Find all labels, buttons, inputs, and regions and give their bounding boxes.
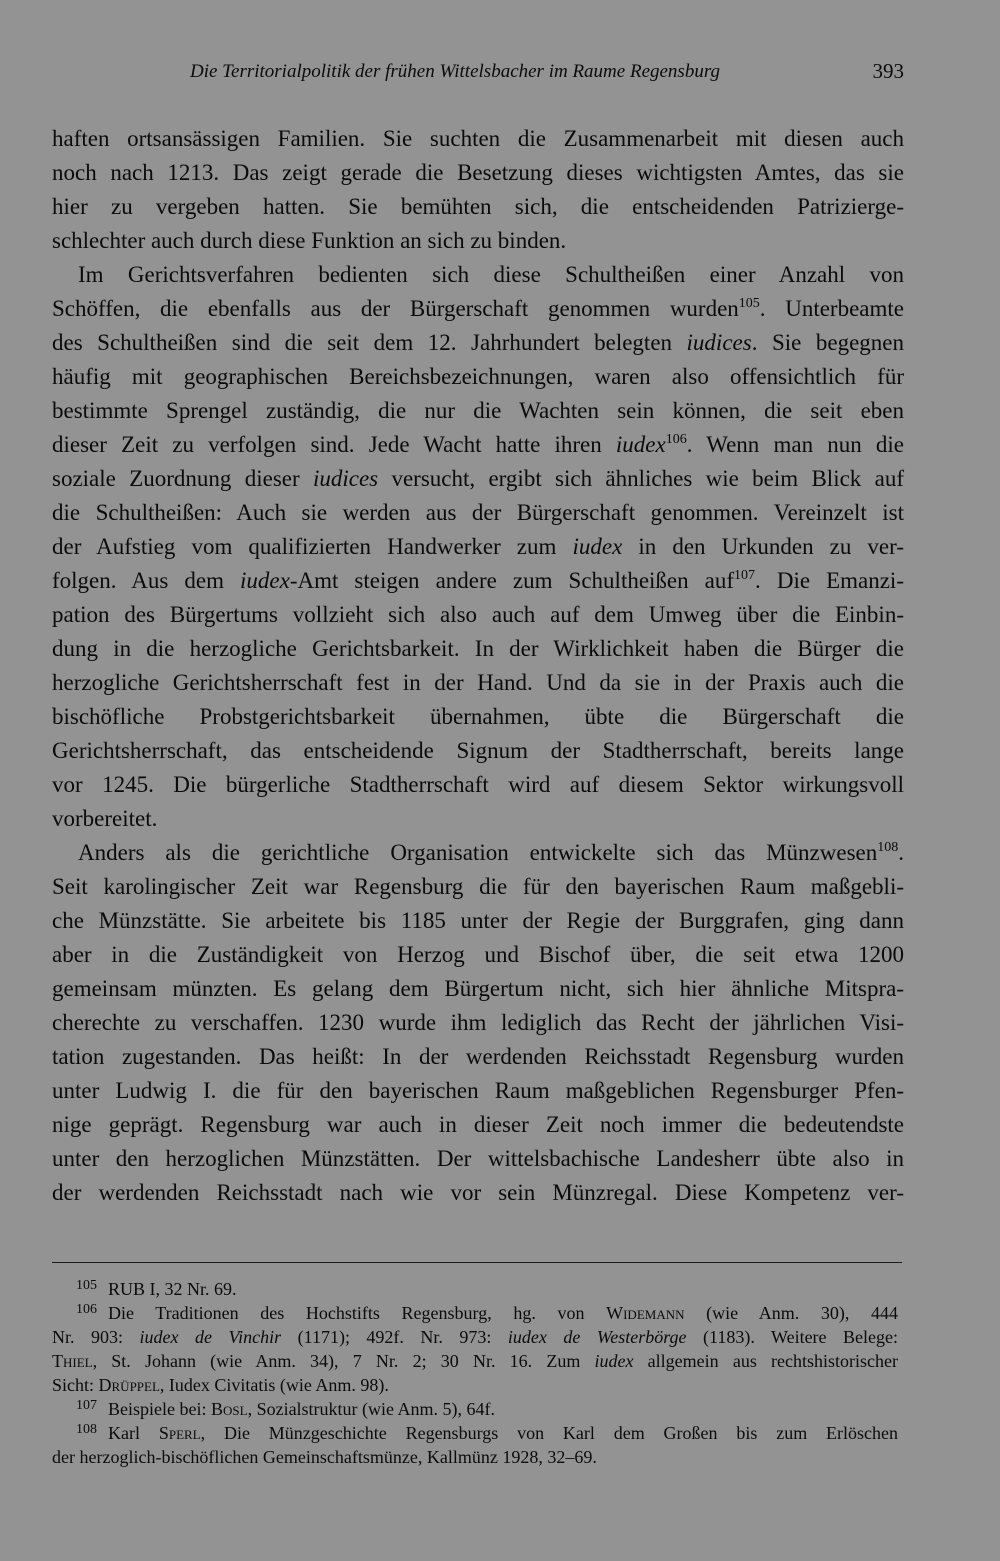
text-line: noch nach 1213. Das zeigt gerade die Besetzung dieses wichtigsten Amtes, das sie <box>52 160 904 185</box>
footnote-108: 108 Karl Sperl, Die Münzgeschichte Regensburgs von Karl dem Großen bis zum Erlöschen <box>76 1422 898 1443</box>
footnote-106: 106 Die Traditionen des Hochstifts Regensburg, hg. von Widemann (wie Anm. 30), 444 <box>76 1302 899 1323</box>
latin-term: iudices <box>686 330 752 355</box>
text-line: vor 1245. Die bürgerliche Stadtherrschaft wird auf diesem Sektor wirkungsvoll <box>52 772 904 797</box>
latin-term: iudex <box>572 534 623 559</box>
text-line: gemeinsam münzten. Es gelang dem Bürgertum nicht, sich hier ähnliche Mitspra- <box>52 976 904 1001</box>
text-line: dung in die herzogliche Gerichtsbarkeit. In der Wirklichkeit haben die Bürger die <box>52 636 904 661</box>
footnote-ref-105[interactable]: 105 <box>738 296 760 311</box>
footnote-105: 105 RUB I, 32 Nr. 69. <box>76 1278 237 1299</box>
text-line: hier zu vergeben hatten. Sie bemühten sich, die entscheidenden Patrizierge- <box>52 194 904 219</box>
latin-term: iudex <box>615 432 666 457</box>
text-line: che Münzstätte. Sie arbeitete bis 1185 unter der Regie der Burggrafen, ging dann <box>52 908 904 933</box>
text-line: der Aufstieg vom qualifizierten Handwerker zum iudex in den Urkunden zu ver- <box>52 534 904 559</box>
text-line: nige geprägt. Regensburg war auch in dieser Zeit noch immer die bedeutendste <box>52 1112 904 1137</box>
main-text <box>52 122 904 1210</box>
footnote-107: 107 Beispiele bei: Bosl, Sozialstruktur (wie Anm. 5), 64f. <box>76 1398 496 1419</box>
text-line: häufig mit geographischen Bereichsbezeichnungen, waren also offensichtlich für <box>52 364 904 389</box>
text-line: vorbereitet. <box>52 806 158 831</box>
text-line: Gerichtsherrschaft, das entscheidende Signum der Stadtherrschaft, bereits lange <box>52 738 904 763</box>
paragraph-start-line: Im Gerichtsverfahren bedienten sich diese Schultheißen einer Anzahl von <box>78 262 904 287</box>
text-line: die Schultheißen: Auch sie werden aus der Bürgerschaft genommen. Vereinzelt ist <box>52 500 904 525</box>
footnote-106-line: Thiel, St. Johann (wie Anm. 34), 7 Nr. 2; 30 Nr. 16. Zum iudex allgemein aus rechtshistorischer <box>52 1351 898 1371</box>
text-line: folgen. Aus dem iudex-Amt steigen andere zum Schultheißen auf$^{107}$. Die Emanzi- <box>52 568 904 593</box>
text-line: der werdenden Reichsstadt nach wie vor sein Münzregal. Diese Kompetenz ver- <box>52 1180 904 1205</box>
footnote-ref-106[interactable]: 106 <box>665 432 687 447</box>
page-number: 393 <box>872 59 904 83</box>
latin-term: iudices <box>312 466 379 491</box>
text-line: unter den herzoglichen Münzstätten. Der wittelsbachische Landesherr übte also in <box>52 1146 904 1171</box>
text-line: soziale Zuordnung dieser iudices versucht, ergibt sich ähnliches wie beim Blick auf <box>52 466 904 491</box>
paragraph-start-line: Anders als die gerichtliche Organisation entwickelte sich das Münzwesen$^{108}$. <box>78 840 904 865</box>
text-line: bestimmte Sprengel zuständig, die nur die Wachten sein können, die seit eben <box>52 398 904 423</box>
running-title: Die Territorialpolitik der frühen Wittelsbacher im Raume Regensburg <box>190 61 721 82</box>
footnote-ref-107[interactable]: 107 <box>734 568 756 583</box>
text-line: herzogliche Gerichtsherrschaft fest in der Hand. Und da sie in der Praxis auch die <box>52 670 904 695</box>
footnote-106-line: Sicht: Drüppel, Iudex Civitatis (wie Anm. 98). <box>52 1375 389 1395</box>
footnote-ref-108[interactable]: 108 <box>877 840 899 855</box>
text-line: pation des Bürgertums vollzieht sich also auch auf dem Umweg über die Einbin- <box>52 602 904 627</box>
page-header <box>52 57 904 89</box>
text-line: aber in die Zuständigkeit von Herzog und Bischof über, die seit etwa 1200 <box>52 942 904 967</box>
text-line: bischöfliche Probstgerichtsbarkeit übernahmen, übte die Bürgerschaft die <box>52 704 904 729</box>
latin-term: iudex <box>240 568 290 593</box>
text-line: tation zugestanden. Das heißt: In der werdenden Reichsstadt Regensburg wurden <box>52 1044 904 1069</box>
text-line: Seit karolingischer Zeit war Regensburg die für den bayerischen Raum maßgebli- <box>52 874 904 899</box>
text-line: cherechte zu verschaffen. 1230 wurde ihm lediglich das Recht der jährlichen Visi- <box>52 1010 904 1035</box>
text-line: schlechter auch durch diese Funktion an sich zu binden. <box>52 228 567 253</box>
text-line: haften ortsansässigen Familien. Sie suchten die Zusammenarbeit mit diesen auch <box>52 126 904 151</box>
footnote-108-line: der herzoglich-bischöflichen Gemeinschaftsmünze, Kallmünz 1928, 32–69. <box>52 1447 597 1467</box>
footnote-106-line: Nr. 903: iudex de Vinchir (1171); 492f. Nr. 973: iudex de Westerbörge (1183). Weitere Belege: <box>52 1327 899 1347</box>
text-line: Schöffen, die ebenfalls aus der Bürgerschaft genommen wurden$^{105}$. Unterbeamte <box>52 296 904 321</box>
text-line: des Schultheißen sind die seit dem 12. Jahrhundert belegten iudices. Sie begegnen <box>52 330 904 355</box>
footnote-separator <box>52 1262 902 1263</box>
footnotes <box>52 1277 898 1469</box>
text-line: unter Ludwig I. die für den bayerischen Raum maßgeblichen Regensburger Pfen- <box>52 1078 904 1103</box>
text-line: dieser Zeit zu verfolgen sind. Jede Wacht hatte ihren iudex$^{106}$. Wenn man nun die <box>52 432 904 457</box>
